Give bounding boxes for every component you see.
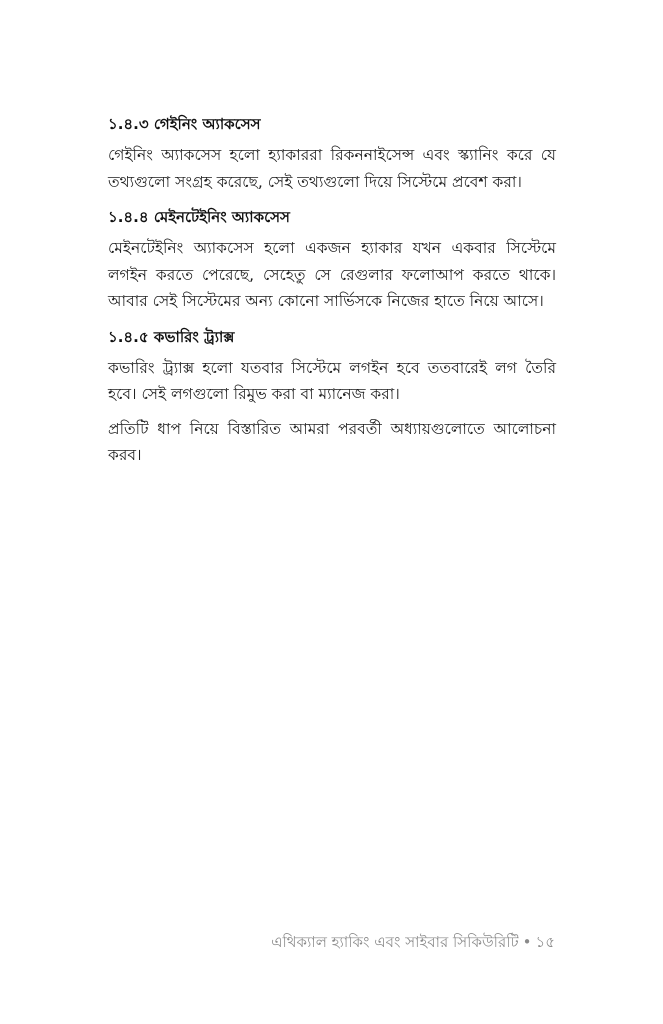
section-paragraph: গেইনিং অ্যাকসেস হলো হ্যাকাররা রিকননাইসেন্স এবং স্ক্যানিং করে যে তথ্যগুলো সংগ্রহ করেছে, সেই তথ্যগুলো দিয়ে সিস্টেমে প্রবেশ করা। <box>108 146 556 191</box>
page-footer <box>271 930 555 954</box>
section-heading: ১.৪.৪ মেইনটেইনিং অ্যাকসেস <box>108 208 290 226</box>
section-maintaining-access <box>108 205 556 315</box>
closing-paragraph: প্রতিটি ধাপ নিয়ে বিস্তারিত আমরা পরবর্তী অধ্যায়গুলোতে আলোচনা করব। <box>108 419 556 464</box>
section-covering-tracks <box>108 325 556 469</box>
page-body <box>108 112 556 479</box>
section-heading: ১.৪.৩ গেইনিং অ্যাকসেস <box>108 115 261 133</box>
bullet-separator: • <box>522 933 532 951</box>
section-paragraph: মেইনটেইনিং অ্যাকসেস হলো একজন হ্যাকার যখন একবার সিস্টেমে লগইন করতে পেরেছে, সেহেতু সে রেগুলার ফলোআপ করতে থাকে। আবার সেই সিস্টেমের অন্য কোনো সার্ভিসকে নিজের হাতে নিয়ে আসে। <box>108 239 556 310</box>
section-gaining-access <box>108 112 556 195</box>
section-heading: ১.৪.৫ কভারিং ট্র্যাক্স <box>108 327 235 346</box>
section-paragraph: কভারিং ট্র্যাক্স হলো যতবার সিস্টেমে লগইন হবে ততবারেই লগ তৈরি হবে। সেই লগগুলো রিমুভ করা বা ম্যানেজ করা। <box>108 358 556 403</box>
page-number: ১৫ <box>535 933 555 951</box>
running-title: এথিক্যাল হ্যাকিং এবং সাইবার সিকিউরিটি <box>271 933 519 951</box>
